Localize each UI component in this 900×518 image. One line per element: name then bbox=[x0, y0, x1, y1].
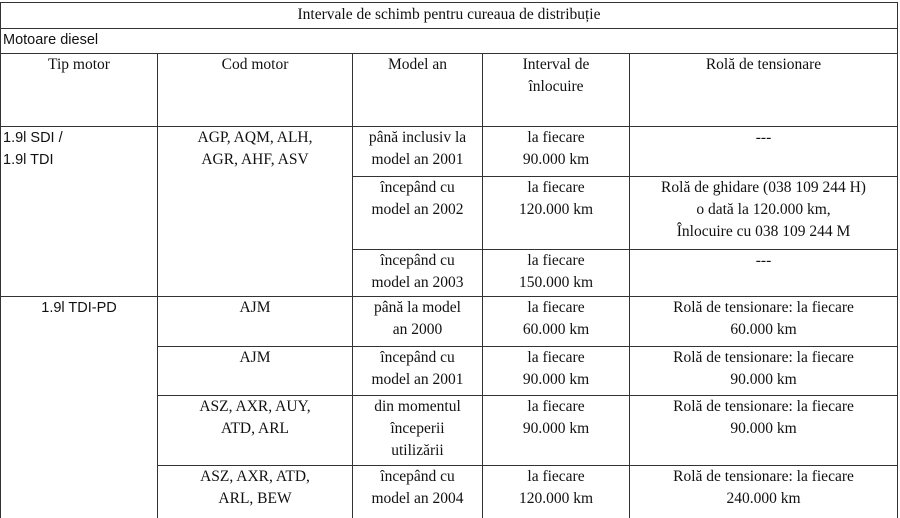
cell-interval bbox=[483, 347, 630, 396]
cell-line: AJM bbox=[239, 299, 271, 316]
header-interval bbox=[483, 54, 630, 127]
cell-line: 90.000 km bbox=[730, 371, 797, 388]
section-label: Motoare diesel bbox=[1, 29, 898, 54]
timing-belt-table bbox=[0, 2, 898, 518]
cell-line: --- bbox=[755, 129, 772, 146]
cell-line: 90.000 km bbox=[522, 151, 590, 168]
cell-line: model an 2001 bbox=[371, 151, 464, 168]
cell-line: 1.9l SDI / bbox=[3, 130, 63, 146]
cell-interval bbox=[483, 466, 630, 518]
table-row bbox=[1, 297, 898, 347]
header-rola: Rolă de tensionare bbox=[630, 54, 898, 127]
cell-line: la fiecare bbox=[527, 398, 585, 415]
header-interval-line: înlocuire bbox=[528, 78, 584, 95]
cell-line: începând cu bbox=[380, 468, 455, 485]
cell-line: 60.000 km bbox=[522, 321, 590, 338]
cell-line: 1.9l TDI bbox=[3, 152, 54, 168]
cell-line: ASZ, AXR, AUY, bbox=[199, 398, 311, 415]
header-interval-line: Interval de bbox=[522, 56, 590, 73]
cell-line: ARL, BEW bbox=[218, 490, 292, 507]
header-model-an: Model an bbox=[353, 54, 483, 127]
cell-interval bbox=[483, 396, 630, 466]
cell-line: la fiecare bbox=[527, 468, 585, 485]
cell-line: 60.000 km bbox=[730, 321, 797, 338]
cell-line: Rolă de ghidare (038 109 244 H) bbox=[661, 179, 866, 196]
cell-cod-motor bbox=[158, 127, 353, 297]
cell-line: 1.9l TDI-PD bbox=[41, 300, 117, 316]
cell-line: Rolă de tensionare: la fiecare bbox=[673, 468, 854, 485]
cell-line: la fiecare bbox=[527, 129, 585, 146]
cell-line: 240.000 km bbox=[726, 490, 801, 507]
cell-line: ASZ, AXR, ATD, bbox=[200, 468, 310, 485]
header-cod-motor: Cod motor bbox=[158, 54, 353, 127]
cell-line: începând cu bbox=[380, 349, 455, 366]
table-title: Intervale de schimb pentru cureaua de distribuție bbox=[1, 3, 898, 29]
cell-line: model an 2003 bbox=[371, 274, 464, 291]
cell-line: până la model bbox=[374, 299, 461, 316]
cell-rola bbox=[630, 250, 898, 297]
cell-line: 90.000 km bbox=[522, 371, 590, 388]
cell-line: model an 2001 bbox=[371, 371, 464, 388]
cell-rola bbox=[630, 396, 898, 466]
cell-line: 90.000 km bbox=[522, 420, 590, 437]
cell-line: Rolă de tensionare: la fiecare bbox=[673, 299, 854, 316]
cell-line: la fiecare bbox=[527, 252, 585, 269]
cell-line: 120.000 km bbox=[518, 201, 594, 218]
cell-line: la fiecare bbox=[527, 349, 585, 366]
cell-model-an bbox=[353, 297, 483, 347]
cell-model-an bbox=[353, 396, 483, 466]
cell-line: model an 2002 bbox=[371, 201, 464, 218]
cell-line: --- bbox=[755, 252, 772, 269]
cell-line: AGR, AHF, ASV bbox=[201, 151, 309, 168]
cell-line: la fiecare bbox=[527, 299, 585, 316]
cell-model-an bbox=[353, 347, 483, 396]
cell-cod-motor bbox=[158, 347, 353, 396]
cell-line: an 2000 bbox=[392, 321, 443, 338]
cell-line: 90.000 km bbox=[730, 420, 797, 437]
cell-line: 120.000 km bbox=[518, 490, 594, 507]
cell-rola bbox=[630, 127, 898, 177]
cell-cod-motor bbox=[158, 396, 353, 466]
cell-line: începerii bbox=[390, 420, 445, 437]
cell-rola bbox=[630, 347, 898, 396]
cell-line: din momentul bbox=[374, 398, 461, 415]
cell-line: 150.000 km bbox=[518, 274, 594, 291]
cell-model-an bbox=[353, 127, 483, 177]
cell-model-an bbox=[353, 177, 483, 250]
cell-line: la fiecare bbox=[527, 179, 585, 196]
cell-line: AGP, AQM, ALH, bbox=[197, 129, 313, 146]
cell-tip-motor bbox=[1, 127, 158, 297]
cell-cod-motor bbox=[158, 466, 353, 518]
cell-cod-motor bbox=[158, 297, 353, 347]
cell-interval bbox=[483, 127, 630, 177]
cell-tip-motor bbox=[1, 297, 158, 518]
cell-line: ATD, ARL bbox=[220, 420, 290, 437]
cell-line: Înlocuire cu 038 109 244 M bbox=[676, 223, 851, 240]
table-row bbox=[1, 127, 898, 177]
cell-line: o dată la 120.000 km, bbox=[696, 201, 831, 218]
cell-line: începând cu bbox=[380, 252, 455, 269]
cell-model-an bbox=[353, 250, 483, 297]
cell-rola bbox=[630, 297, 898, 347]
cell-line: Rolă de tensionare: la fiecare bbox=[673, 398, 854, 415]
cell-interval bbox=[483, 297, 630, 347]
cell-line: AJM bbox=[239, 349, 271, 366]
cell-line: utilizării bbox=[391, 442, 444, 459]
header-tip-motor: Tip motor bbox=[1, 54, 158, 127]
cell-line: până inclusiv la bbox=[368, 129, 467, 146]
cell-line: model an 2004 bbox=[371, 490, 464, 507]
cell-model-an bbox=[353, 466, 483, 518]
cell-interval bbox=[483, 177, 630, 250]
cell-line: Rolă de tensionare: la fiecare bbox=[673, 349, 854, 366]
cell-interval bbox=[483, 250, 630, 297]
cell-rola bbox=[630, 177, 898, 250]
cell-line: începând cu bbox=[380, 179, 455, 196]
cell-rola bbox=[630, 466, 898, 518]
